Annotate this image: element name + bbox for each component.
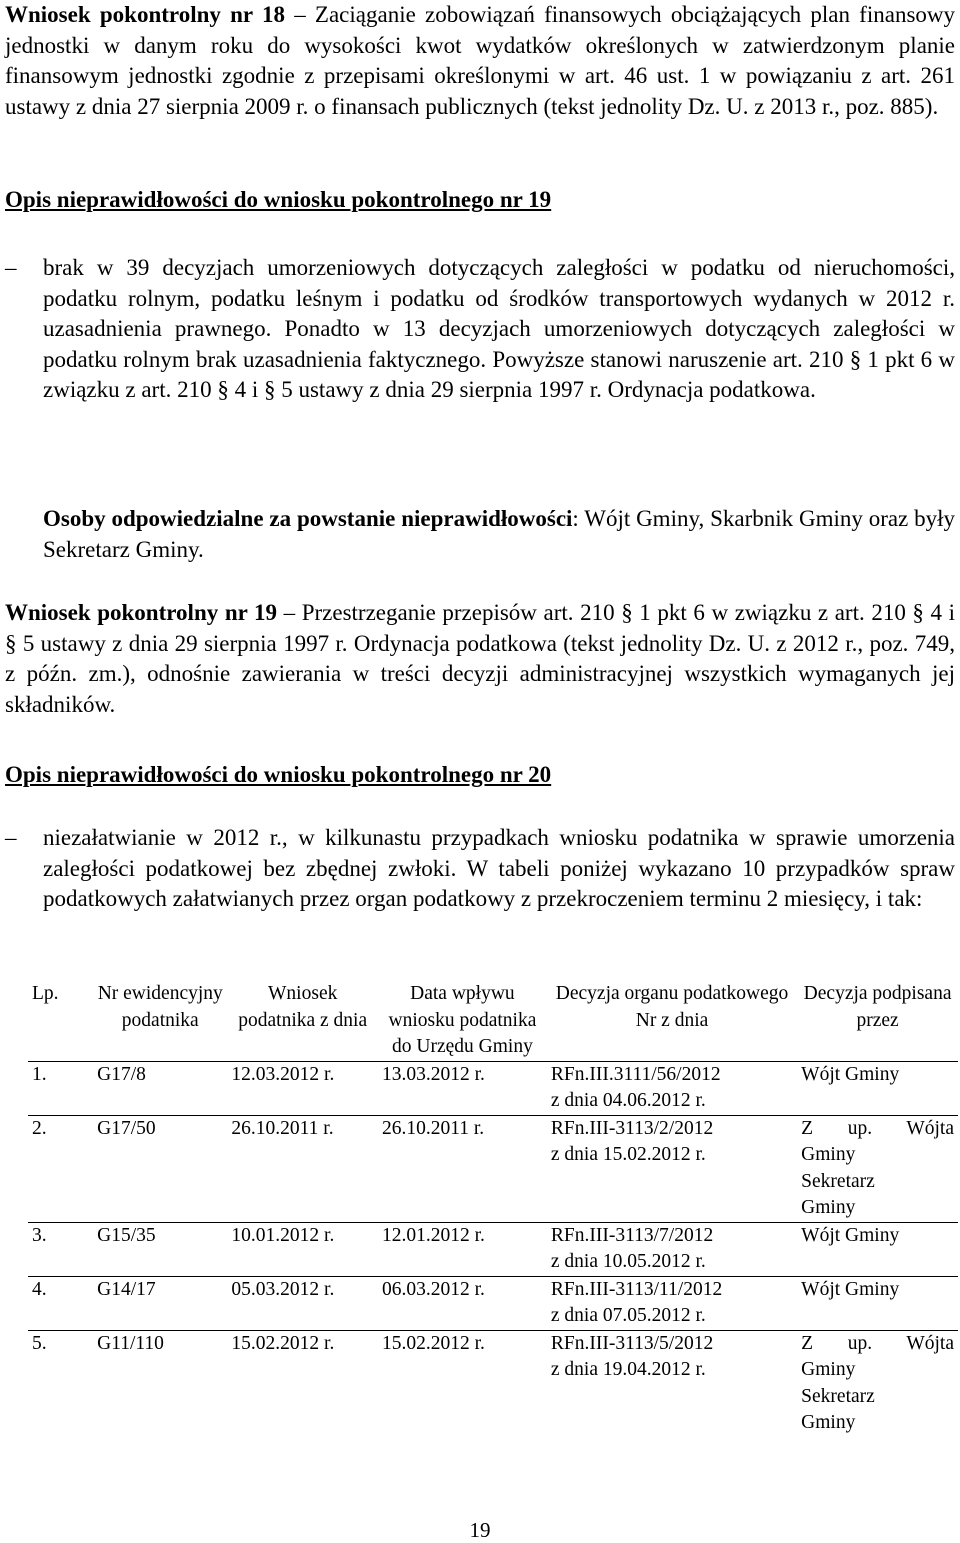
table-header-row: [28, 975, 958, 1061]
wniosek-18-label: Wniosek pokontrolny nr 18: [5, 2, 285, 27]
cell-podpis: [797, 1276, 958, 1330]
page-number: 19: [469, 1518, 491, 1542]
responsible-persons-label: Osoby odpowiedzialne za powstanie nieprawidłowości: [43, 506, 573, 531]
cases-table: [28, 975, 958, 1437]
cell-podpis: [797, 1061, 958, 1115]
cell-wplyw: 15.02.2012 r.: [378, 1330, 547, 1437]
table-row: [28, 1061, 958, 1115]
wniosek-19-text: – Przestrzeganie przepisów art. 210 § 1 pkt 6 w związku z art. 210 § 4 i § 5 ustawy z dnia 29 sierpnia 1997 r. Ordynacja podatkowa (tekst jednolity Dz. U. z 2012 r., poz. 749, z późn. zm.), odnośnie zawierania w treści decyzji administracyjnej wszystkich wymaganych jej składników.: [5, 600, 955, 717]
wniosek-19-paragraph: [5, 598, 955, 720]
wniosek-19-label: Wniosek pokontrolny nr 19: [5, 600, 278, 625]
cell-wplyw: 12.01.2012 r.: [378, 1222, 547, 1276]
cell-lp: 3.: [28, 1222, 93, 1276]
cell-nr: G17/8: [93, 1061, 227, 1115]
cell-nr: G17/50: [93, 1115, 227, 1222]
podpis-line: Gminy: [801, 1144, 856, 1165]
cell-wniosek: 15.02.2012 r.: [227, 1330, 378, 1437]
decyzja-data: z dnia 07.05.2012 r.: [550, 1305, 706, 1326]
irregularity-20-text: niezałatwianie w 2012 r., w kilkunastu przypadkach wniosku podatnika w sprawie umorzenia zaległości podatkowej bez zbędnej zwłoki. W tabeli poniżej wykazano 10 przypadków spraw podatkowych załatwianych przez organ podatkowy z przekroczeniem terminu 2 miesięcy, i tak:: [43, 825, 955, 911]
cell-decyzja: [547, 1330, 797, 1437]
podpis-line: Sekretarz: [801, 1170, 875, 1192]
cell-decyzja: [547, 1061, 797, 1115]
table-row: [28, 1330, 958, 1437]
decyzja-nr: RFn.III-3113/7/2012: [550, 1224, 714, 1246]
podpis-line: Wójt Gminy: [801, 1278, 900, 1300]
header-lp: Lp.: [32, 983, 59, 1004]
cell-decyzja: [547, 1115, 797, 1222]
cell-wplyw: 13.03.2012 r.: [378, 1061, 547, 1115]
decyzja-data: z dnia 04.06.2012 r.: [550, 1090, 706, 1111]
decyzja-data: z dnia 10.05.2012 r.: [550, 1251, 706, 1272]
cell-wplyw: 06.03.2012 r.: [378, 1276, 547, 1330]
dash-bullet: –: [5, 255, 17, 280]
decyzja-nr: RFn.III-3113/11/2012: [550, 1278, 723, 1300]
responsible-persons-text: : Wójt Gminy, Skarbnik Gminy oraz były Sekretarz Gminy.: [43, 506, 955, 562]
cell-nr: G11/110: [93, 1330, 227, 1437]
podpis-line: Wójt Gminy: [801, 1224, 900, 1246]
cell-wniosek: 10.01.2012 r.: [227, 1222, 378, 1276]
podpis-line: Z up. Wójta: [801, 1117, 954, 1139]
header-nr-ewidencyjny: Nr ewidencyjny podatnika: [97, 983, 223, 1031]
cell-wniosek: 12.03.2012 r.: [227, 1061, 378, 1115]
decyzja-nr: RFn.III-3113/5/2012: [550, 1332, 714, 1354]
cell-decyzja: [547, 1276, 797, 1330]
cell-lp: 4.: [28, 1276, 93, 1330]
header-data-wplywu: Data wpływu wniosku podatnika do Urzędu Gminy: [388, 983, 537, 1057]
decyzja-data: z dnia 15.02.2012 r.: [550, 1144, 706, 1165]
cell-lp: 2.: [28, 1115, 93, 1222]
decyzja-data: z dnia 19.04.2012 r.: [550, 1359, 706, 1380]
cell-nr: G15/35: [93, 1222, 227, 1276]
table-row: [28, 1115, 958, 1222]
cell-podpis: [797, 1222, 958, 1276]
decyzja-nr: RFn.III-3113/2/2012: [550, 1117, 714, 1139]
cell-nr: G14/17: [93, 1276, 227, 1330]
cell-podpis: [797, 1330, 958, 1437]
irregularity-19-item: [5, 253, 955, 406]
section-heading-19: Opis nieprawidłowości do wniosku pokontrolnego nr 19: [5, 187, 552, 212]
responsible-persons: [5, 504, 955, 565]
podpis-line: Z up. Wójta: [801, 1332, 954, 1354]
header-decyzja-podpisana: Decyzja podpisana przez: [803, 983, 952, 1031]
cell-lp: 5.: [28, 1330, 93, 1437]
irregularity-19-text: brak w 39 decyzjach umorzeniowych dotyczących zaległości w podatku od nieruchomości, podatku rolnym, podatku leśnym i podatku od środków transportowych wydanych w 2012 r. uzasadnienia prawnego. Ponadto w 13 decyzjach umorzeniowych dotyczących zaległości w podatku rolnym brak uzasadnienia faktycznego. Powyższe stanowi naruszenie art. 210 § 1 pkt 6 w związku z art. 210 § 4 i § 5 ustawy z dnia 29 sierpnia 1997 r. Ordynacja podatkowa.: [43, 255, 955, 402]
wniosek-18-paragraph: [5, 0, 955, 122]
table-row: [28, 1276, 958, 1330]
header-wniosek: Wniosek podatnika z dnia: [238, 983, 368, 1031]
cell-wniosek: 05.03.2012 r.: [227, 1276, 378, 1330]
podpis-line: Wójt Gminy: [801, 1063, 900, 1085]
wniosek-18-text: – Zaciąganie zobowiązań finansowych obciążających plan finansowy jednostki w danym roku do wysokości kwot wydatków określonych w zatwierdzonym planie finansowym jednostki zgodnie z przepisami określonymi w art. 46 ust. 1 w powiązaniu z art. 261 ustawy z dnia 27 sierpnia 2009 r. o finansach publicznych (tekst jednolity Dz. U. z 2013 r., poz. 885).: [5, 2, 956, 119]
cell-wplyw: 26.10.2011 r.: [378, 1115, 547, 1222]
irregularity-20-item: [5, 823, 955, 915]
podpis-line: Gminy: [801, 1412, 856, 1433]
cell-wniosek: 26.10.2011 r.: [227, 1115, 378, 1222]
cell-podpis: [797, 1115, 958, 1222]
cell-lp: 1.: [28, 1061, 93, 1115]
section-heading-20: Opis nieprawidłowości do wniosku pokontrolnego nr 20: [5, 762, 552, 787]
header-decyzja-organu: Decyzja organu podatkowego Nr z dnia: [555, 983, 789, 1031]
table-row: [28, 1222, 958, 1276]
podpis-line: Gminy: [801, 1359, 856, 1380]
dash-bullet: –: [5, 825, 17, 850]
podpis-line: Gminy: [801, 1197, 856, 1218]
decyzja-nr: RFn.III.3111/56/2012: [550, 1063, 721, 1085]
podpis-line: Sekretarz: [801, 1385, 875, 1407]
cell-decyzja: [547, 1222, 797, 1276]
